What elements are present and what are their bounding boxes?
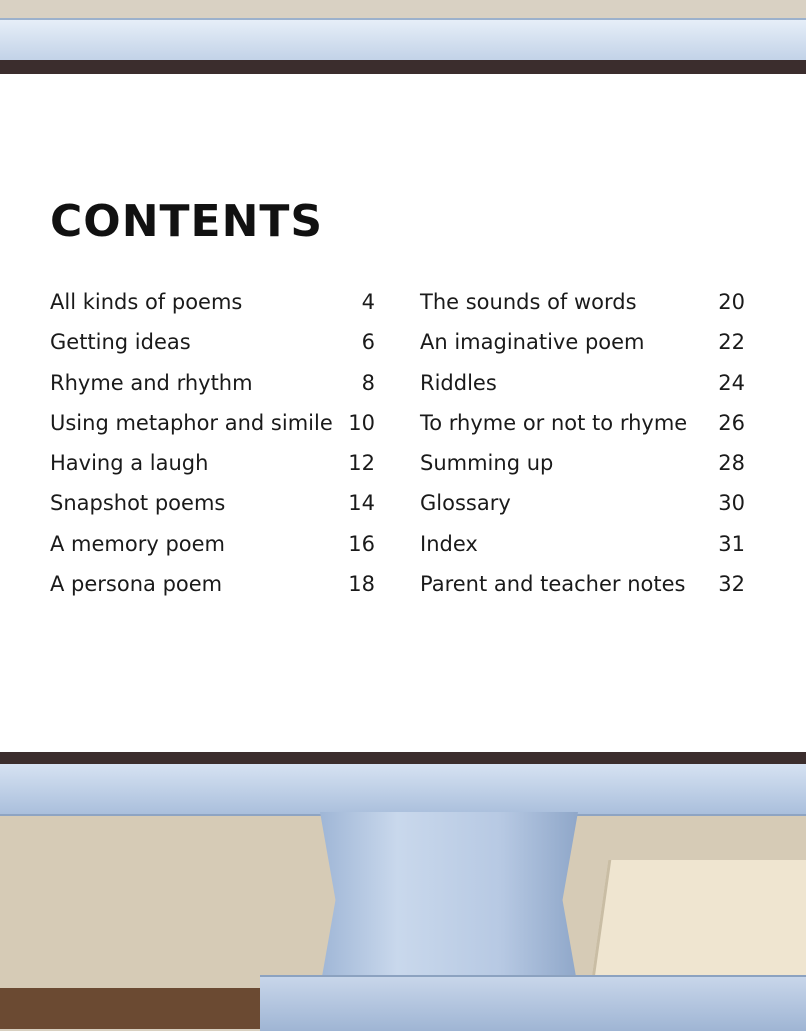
contents-entry[interactable] (420, 330, 745, 370)
contents-entry[interactable] (50, 290, 375, 330)
background-wall (0, 0, 806, 20)
contents-entry[interactable] (50, 491, 375, 531)
entry-page-number: 8 (361, 370, 375, 395)
entry-label: Having a laugh (50, 451, 209, 476)
entry-label: Using metaphor and simile (50, 410, 333, 435)
monitor-bezel-top (0, 18, 806, 64)
contents-entry[interactable] (50, 411, 375, 451)
contents-left-column (50, 290, 375, 612)
entry-label: Rhyme and rhythm (50, 370, 253, 395)
page-title: CONTENTS (50, 196, 324, 247)
contents-entry[interactable] (420, 491, 745, 531)
entry-label: The sounds of words (420, 290, 637, 314)
entry-label: To rhyme or not to rhyme (420, 410, 688, 435)
entry-page-number: 24 (718, 370, 745, 395)
entry-page-number: 16 (348, 531, 375, 556)
contents-entry[interactable] (420, 371, 745, 411)
monitor-bezel-bottom-edge (0, 752, 806, 764)
contents-entry[interactable] (50, 532, 375, 572)
monitor-stand (320, 812, 578, 988)
entry-label: A persona poem (50, 572, 223, 597)
monitor-bezel-top-edge (0, 60, 806, 74)
monitor-bezel-bottom (0, 764, 806, 816)
entry-label: Getting ideas (50, 330, 191, 355)
contents-entry[interactable] (420, 290, 745, 330)
entry-label: Index (420, 531, 478, 556)
entry-label: Parent and teacher notes (420, 572, 686, 597)
contents-entry[interactable] (50, 451, 375, 491)
entry-label: All kinds of poems (50, 290, 243, 314)
contents-entry[interactable] (420, 572, 745, 612)
contents-entry[interactable] (420, 411, 745, 451)
entry-page-number: 28 (718, 451, 745, 476)
contents-right-column (420, 290, 745, 612)
entry-page-number: 4 (361, 290, 375, 314)
entry-label: Summing up (420, 451, 554, 476)
entry-label: Riddles (420, 370, 497, 395)
contents-entry[interactable] (50, 371, 375, 411)
entry-label: An imaginative poem (420, 330, 645, 355)
entry-page-number: 31 (718, 531, 745, 556)
entry-page-number: 6 (361, 330, 375, 355)
entry-page-number: 10 (348, 410, 375, 435)
entry-label: Glossary (420, 491, 511, 516)
entry-page-number: 18 (348, 572, 375, 597)
entry-label: Snapshot poems (50, 491, 226, 516)
entry-page-number: 20 (718, 290, 745, 314)
contents-entry[interactable] (420, 451, 745, 491)
entry-page-number: 14 (348, 491, 375, 516)
entry-page-number: 26 (718, 410, 745, 435)
entry-label: A memory poem (50, 531, 226, 556)
monitor-base (260, 975, 806, 1031)
contents-entry[interactable] (50, 572, 375, 612)
background-shelf (590, 860, 806, 990)
entry-page-number: 30 (718, 491, 745, 516)
entry-page-number: 12 (348, 451, 375, 476)
entry-page-number: 32 (718, 572, 745, 597)
contents-entry[interactable] (50, 330, 375, 370)
contents-entry[interactable] (420, 532, 745, 572)
entry-page-number: 22 (718, 330, 745, 355)
